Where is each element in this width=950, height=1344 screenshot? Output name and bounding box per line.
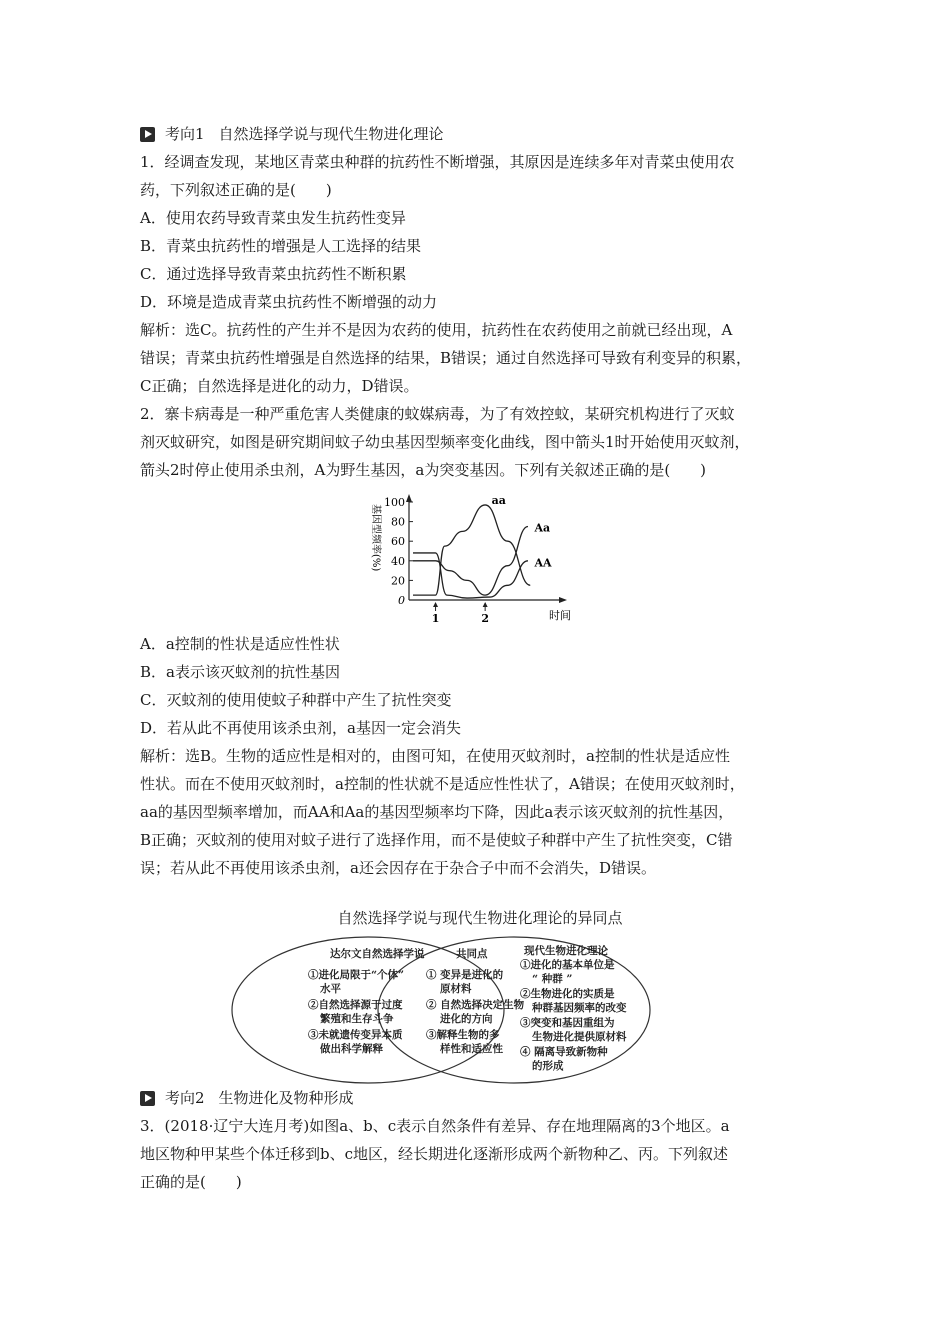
series-label-Aa: Aa bbox=[534, 521, 551, 535]
question-1 bbox=[140, 148, 820, 400]
venn-left-item: ①进化局限于“个体” bbox=[308, 969, 405, 981]
chart-svg bbox=[365, 492, 605, 622]
question-stem-line: 药，下列叙述正确的是( ) bbox=[140, 181, 332, 199]
option-a: A．使用农药导致青菜虫发生抗药性变异 bbox=[140, 209, 406, 227]
x-marker-label: 2 bbox=[481, 612, 489, 622]
y-tick-label: 100 bbox=[384, 496, 405, 509]
venn-title: 自然选择学说与现代生物进化理论的异同点 bbox=[337, 909, 623, 927]
venn-right-item: “ 种群 ” bbox=[532, 973, 573, 985]
x-marker-arrowhead bbox=[483, 602, 488, 607]
option-c: C．通过选择导致青菜虫抗药性不断积累 bbox=[140, 265, 407, 283]
question-stem-line: 正确的是( ) bbox=[140, 1173, 242, 1191]
option-a: A．a控制的性状是适应性性状 bbox=[140, 635, 340, 653]
analysis-line: 错误；青菜虫抗药性增强是自然选择的结果，B错误；通过自然选择可导致有利变异的积累， bbox=[140, 349, 752, 367]
venn-center-item: 进化的方向 bbox=[440, 1013, 493, 1025]
section-label: 考向2 bbox=[165, 1089, 205, 1107]
venn-right-item: ①进化的基本单位是 bbox=[520, 959, 615, 971]
question-2 bbox=[140, 400, 820, 882]
venn-center-item: 原材料 bbox=[440, 983, 472, 995]
venn-right-item: ③突变和基因重组为 bbox=[520, 1017, 615, 1029]
x-marker-arrowhead bbox=[433, 602, 438, 607]
genotype-frequency-chart bbox=[140, 492, 820, 622]
venn-diagram bbox=[140, 936, 820, 1084]
option-d: D．若从此不再使用该杀虫剂，a基因一定会消失 bbox=[140, 719, 461, 737]
option-c: C．灭蚊剂的使用使蚊子种群中产生了抗性突变 bbox=[140, 691, 452, 709]
venn-left-title: 达尔文自然选择学说 bbox=[330, 948, 425, 960]
analysis-line: 性状。而在不使用灭蚊剂时，a控制的性状就不是适应性性状了，A错误；在使用灭蚊剂时， bbox=[140, 775, 745, 793]
series-label-AA: AA bbox=[534, 556, 552, 570]
question-stem-line: 2．寨卡病毒是一种严重危害人类健康的蚊媒病毒，为了有效控蚊，某研究机构进行了灭蚊 bbox=[140, 405, 735, 423]
analysis-line: aa的基因型频率增加，而AA和Aa的基因型频率均下降，因此a表示该灭蚊剂的抗性基因， bbox=[140, 803, 734, 821]
question-stem-line: 3．(2018·辽宁大连月考)如图a、b、c表示自然条件有差异、存在地理隔离的3个地区。a bbox=[140, 1117, 730, 1135]
analysis-line: B正确；灭蚊剂的使用对蚊子进行了选择作用，而不是使蚊子种群中产生了抗性突变，C错 bbox=[140, 831, 733, 849]
analysis-line: C正确；自然选择是进化的动力，D错误。 bbox=[140, 377, 419, 395]
y-tick-label: 0 bbox=[398, 594, 405, 607]
y-tick-label: 20 bbox=[391, 574, 405, 588]
section-heading-2 bbox=[140, 1084, 820, 1112]
venn-svg bbox=[140, 936, 820, 1084]
x-axis-label: 时间 bbox=[549, 609, 571, 622]
venn-center-item: 样性和适应性 bbox=[440, 1043, 503, 1055]
section-title: 生物进化及物种形成 bbox=[218, 1089, 354, 1107]
series-label-aa: aa bbox=[491, 494, 506, 507]
analysis-line: 解析：选C。抗药性的产生并不是因为农药的使用，抗药性在农药使用之前就已经出现，A bbox=[140, 321, 733, 339]
venn-left-item: 水平 bbox=[320, 983, 341, 995]
section-heading-1 bbox=[140, 120, 820, 148]
venn-center-item: ① 变异是进化的 bbox=[426, 969, 504, 981]
venn-left-item: ②自然选择源于过度 bbox=[308, 999, 403, 1011]
venn-right-item: 种群基因频率的改变 bbox=[532, 1002, 627, 1014]
page-content bbox=[140, 120, 820, 1196]
venn-left-item: 做出科学解释 bbox=[320, 1043, 383, 1055]
analysis-line: 误；若从此不再使用该杀虫剂，a还会因存在于杂合子中而不会消失，D错误。 bbox=[140, 859, 656, 877]
venn-left-item: 繁殖和生存斗争 bbox=[320, 1013, 394, 1025]
venn-center-item: ② 自然选择决定生物 bbox=[426, 999, 525, 1011]
question-stem-line: 地区物种甲某些个体迁移到b、c地区，经长期进化逐渐形成两个新物种乙、丙。下列叙述 bbox=[140, 1145, 729, 1163]
y-tick-label: 40 bbox=[391, 554, 405, 568]
question-stem-line: 剂灭蚊研究，如图是研究期间蚊子幼虫基因型频率变化曲线，图中箭头1时开始使用灭蚊剂， bbox=[140, 433, 750, 451]
y-tick-label: 80 bbox=[391, 515, 405, 529]
question-stem-line: 箭头2时停止使用杀虫剂，A为野生基因，a为突变基因。下列有关叙述正确的是( ) bbox=[140, 461, 707, 479]
venn-center-item: ③解释生物的多 bbox=[426, 1029, 500, 1041]
venn-right-title: 现代生物进化理论 bbox=[524, 945, 608, 957]
venn-left-item: ③未就遗传变异本质 bbox=[308, 1029, 403, 1041]
venn-right-item: ④ 隔离导致新物种 bbox=[520, 1046, 608, 1058]
analysis-line: 解析：选B。生物的适应性是相对的，由图可知，在使用灭蚊剂时，a控制的性状是适应性 bbox=[140, 747, 730, 765]
venn-right-item: ②生物进化的实质是 bbox=[520, 988, 615, 1000]
series-group bbox=[413, 494, 552, 598]
play-icon bbox=[140, 1091, 155, 1106]
series-line-AA bbox=[413, 553, 528, 598]
question-stem-line: 1．经调查发现，某地区青菜虫种群的抗药性不断增强，其原因是连续多年对青菜虫使用农 bbox=[140, 153, 735, 171]
play-icon bbox=[140, 127, 155, 142]
x-axis-arrow bbox=[559, 597, 567, 603]
option-d: D．环境是造成青菜虫抗药性不断增强的动力 bbox=[140, 293, 438, 311]
y-tick-label: 60 bbox=[391, 535, 405, 549]
venn-right-item: 生物进化提供原材料 bbox=[532, 1031, 627, 1043]
x-marker-group bbox=[432, 602, 489, 622]
y-axis-arrow bbox=[406, 494, 412, 502]
section-label: 考向1 bbox=[165, 125, 205, 143]
venn-center-title: 共同点 bbox=[456, 948, 488, 960]
venn-right-item: 的形成 bbox=[532, 1060, 564, 1072]
option-b: B．青菜虫抗药性的增强是人工选择的结果 bbox=[140, 237, 422, 255]
option-b: B．a表示该灭蚊剂的抗性基因 bbox=[140, 663, 340, 681]
x-marker-label: 1 bbox=[431, 612, 440, 622]
section-title: 自然选择学说与现代生物进化理论 bbox=[218, 125, 444, 143]
y-axis-label: 基因型频率(%) bbox=[370, 504, 381, 572]
question-3 bbox=[140, 1112, 820, 1196]
